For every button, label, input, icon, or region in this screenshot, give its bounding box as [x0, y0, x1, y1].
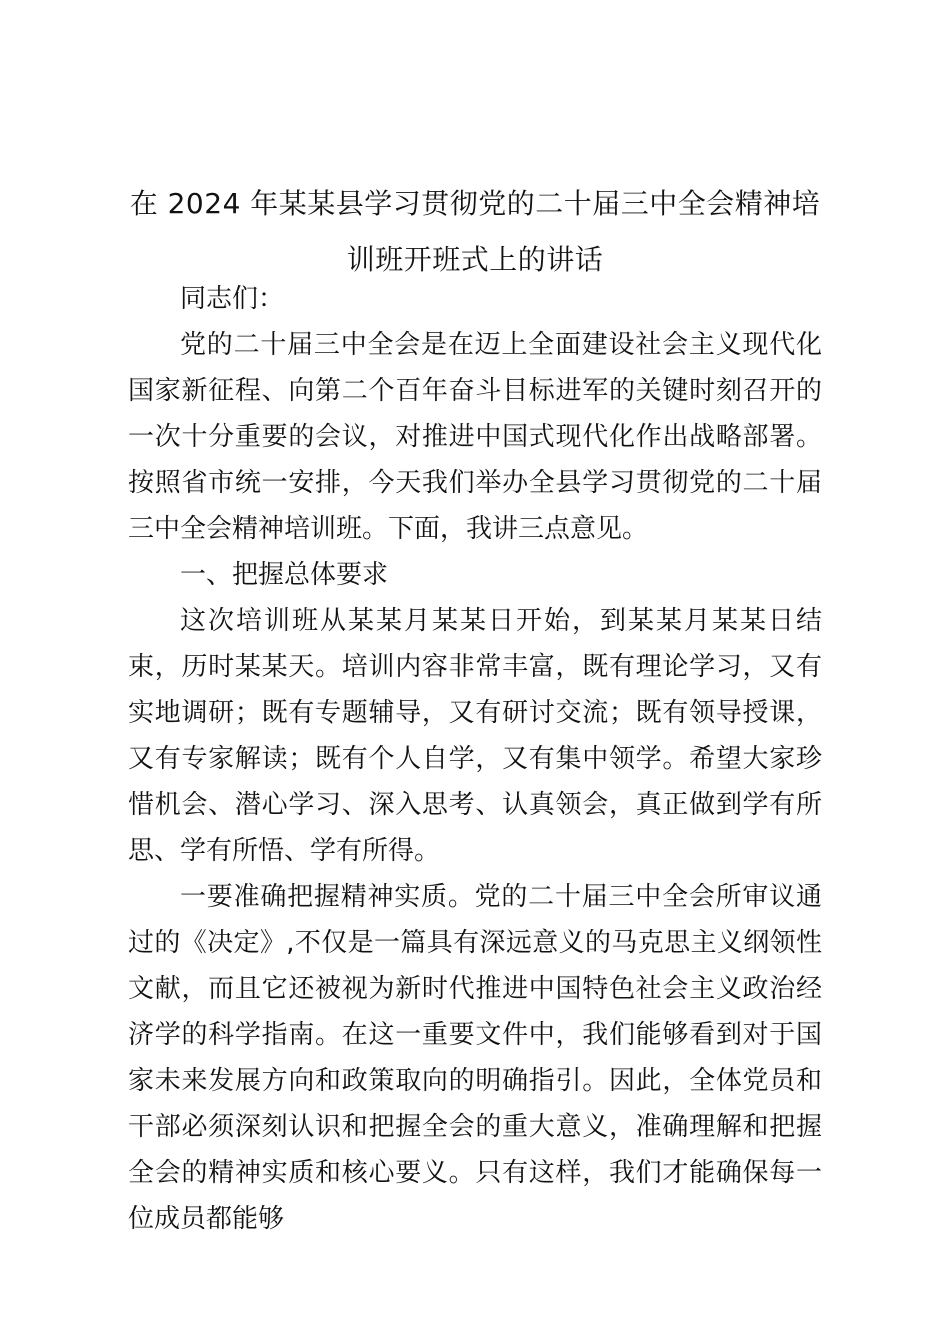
- training-paragraph: 这次培训班从某某月某某日开始，到某某月某某日结束，历时某某天。培训内容非常丰富，既有理论学习，又有实地调研；既有专题辅导，又有研讨交流；既有领导授课，又有专家解读；既有个人自学，又有集中领学。希望大家珍惜机会、潜心学习、深入思考、认真领会，真正做到学有所思、学有所悟、学有所得。: [128, 606, 822, 866]
- document-title: 在 2024 年某某县学习贯彻党的二十届三中全会精神培训班开班式上的讲话: [129, 187, 821, 276]
- intro-paragraph: 党的二十届三中全会是在迈上全面建设社会主义现代化国家新征程、向第二个百年奋斗目标进军的关键时刻召开的一次十分重要的会议，对推进中国式现代化作出战略部署。按照省市统一安排，今天我们举办全县学习贯彻党的二十届三中全会精神培训班。下面，我讲三点意见。: [128, 330, 822, 544]
- section-heading: 一、把握总体要求: [180, 560, 389, 590]
- document-body: [128, 276, 822, 1242]
- salutation-paragraph: 同志们：: [180, 284, 285, 314]
- first-point-paragraph: 一要准确把握精神实质。党的二十届三中全会所审议通过的《决定》,不仅是一篇具有深远意义的马克思主义纲领性文献，而且它还被视为新时代推进中国特色社会主义政治经济学的科学指南。在这一重要文件中，我们能够看到对于国家未来发展方向和政策取向的明确指引。因此，全体党员和干部必须深刻认识和把握全会的重大意义，准确理解和把握全会的精神实质和核心要义。只有这样，我们才能确保每一位成员都能够: [128, 882, 822, 1234]
